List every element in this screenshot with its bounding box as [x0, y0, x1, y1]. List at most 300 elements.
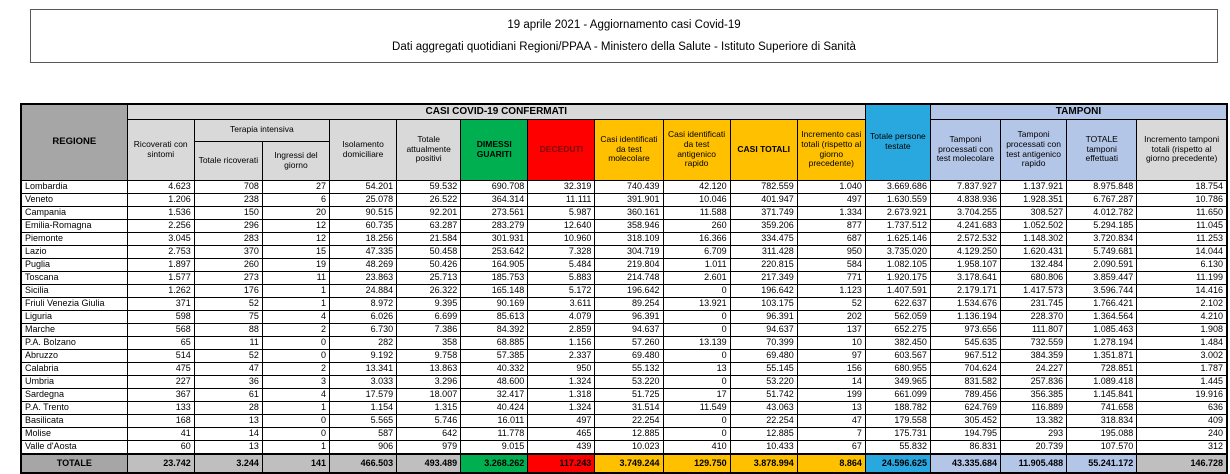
- table-row: [21, 440, 1227, 454]
- value-cell: 11.111: [528, 193, 595, 206]
- table-row: [21, 336, 1227, 349]
- value-cell: 11.778: [461, 427, 528, 440]
- col-header-persone-testate: Totale persone testate: [865, 104, 930, 180]
- value-cell: 36: [194, 375, 262, 388]
- value-cell: 497: [528, 414, 595, 427]
- value-cell: 311.428: [730, 245, 797, 258]
- value-cell: 90.169: [461, 297, 528, 310]
- value-cell: 0: [262, 336, 329, 349]
- table-row: [21, 180, 1227, 193]
- value-cell: 652.275: [865, 323, 930, 336]
- value-cell: 1.908: [1137, 323, 1227, 336]
- value-cell: 5.749.681: [1067, 245, 1137, 258]
- value-cell: 1.766.421: [1067, 297, 1137, 310]
- total-value-cell: 8.864: [797, 454, 865, 473]
- region-cell: Molise: [21, 427, 127, 440]
- value-cell: 20: [262, 206, 329, 219]
- region-cell: P.A. Trento: [21, 401, 127, 414]
- table-row: [21, 193, 1227, 206]
- value-cell: 1.089.418: [1067, 375, 1137, 388]
- value-cell: 950: [528, 362, 595, 375]
- value-cell: 75: [194, 310, 262, 323]
- value-cell: 10.046: [663, 193, 730, 206]
- value-cell: 13: [194, 440, 262, 454]
- value-cell: 9.395: [397, 297, 461, 310]
- value-cell: 55.132: [595, 362, 663, 375]
- value-cell: 52: [194, 297, 262, 310]
- value-cell: 680.806: [1001, 271, 1067, 284]
- value-cell: 6: [262, 193, 329, 206]
- value-cell: 69.480: [595, 349, 663, 362]
- value-cell: 1: [262, 401, 329, 414]
- value-cell: 359.206: [730, 219, 797, 232]
- value-cell: 1.787: [1137, 362, 1227, 375]
- region-cell: Puglia: [21, 258, 127, 271]
- value-cell: 5.484: [528, 258, 595, 271]
- value-cell: 1.315: [397, 401, 461, 414]
- value-cell: 3.296: [397, 375, 461, 388]
- value-cell: 194.795: [930, 427, 1000, 440]
- value-cell: 603.567: [865, 349, 930, 362]
- col-header-dimessi-guariti: DIMESSI GUARITI: [461, 119, 528, 180]
- value-cell: 1.136.194: [930, 310, 1000, 323]
- value-cell: 13.382: [1001, 414, 1067, 427]
- value-cell: 4.241.683: [930, 219, 1000, 232]
- col-header-incremento-tamponi: Incremento tamponi totali (rispetto al giorno precedente): [1137, 119, 1227, 180]
- col-header-terapia-intensiva: Terapia intensiva: [194, 119, 329, 141]
- value-cell: 217.349: [730, 271, 797, 284]
- value-cell: 185.753: [461, 271, 528, 284]
- banner-tamponi: TAMPONI: [930, 104, 1227, 119]
- value-cell: 15: [262, 245, 329, 258]
- value-cell: 1.536: [127, 206, 194, 219]
- value-cell: 168: [127, 414, 194, 427]
- value-cell: 10.960: [528, 232, 595, 245]
- value-cell: 475: [127, 362, 194, 375]
- value-cell: 22.254: [595, 414, 663, 427]
- value-cell: 409: [1137, 414, 1227, 427]
- value-cell: 1.206: [127, 193, 194, 206]
- value-cell: 732.559: [1001, 336, 1067, 349]
- value-cell: 27: [262, 180, 329, 193]
- value-cell: 0: [262, 349, 329, 362]
- value-cell: 305.452: [930, 414, 1000, 427]
- value-cell: 0: [663, 349, 730, 362]
- total-value-cell: 466.503: [330, 454, 397, 473]
- value-cell: 1.262: [127, 284, 194, 297]
- value-cell: 116.889: [1001, 401, 1067, 414]
- col-header-casi-molecolare: Casi identificati da test molecolare: [595, 119, 663, 180]
- value-cell: 370: [194, 245, 262, 258]
- value-cell: 301.931: [461, 232, 528, 245]
- value-cell: 219.804: [595, 258, 663, 271]
- value-cell: 238: [194, 193, 262, 206]
- value-cell: 979: [397, 440, 461, 454]
- value-cell: 50.426: [397, 258, 461, 271]
- value-cell: 282: [330, 336, 397, 349]
- value-cell: 364.314: [461, 193, 528, 206]
- total-value-cell: 43.335.684: [930, 454, 1000, 473]
- value-cell: 831.582: [930, 375, 1000, 388]
- value-cell: 728.851: [1067, 362, 1137, 375]
- value-cell: 6.699: [397, 310, 461, 323]
- value-cell: 1.011: [663, 258, 730, 271]
- value-cell: 3: [262, 375, 329, 388]
- value-cell: 111.807: [1001, 323, 1067, 336]
- value-cell: 2.102: [1137, 297, 1227, 310]
- value-cell: 9.758: [397, 349, 461, 362]
- value-cell: 4.623: [127, 180, 194, 193]
- value-cell: 1.417.573: [1001, 284, 1067, 297]
- value-cell: 22.254: [730, 414, 797, 427]
- total-value-cell: 3.244: [194, 454, 262, 473]
- value-cell: 179.558: [865, 414, 930, 427]
- col-header-totale-ricoverati: Totale ricoverati: [194, 141, 262, 180]
- value-cell: 188.782: [865, 401, 930, 414]
- value-cell: 48.600: [461, 375, 528, 388]
- value-cell: 19: [262, 258, 329, 271]
- value-cell: 1.052.502: [1001, 219, 1067, 232]
- table-row: [21, 284, 1227, 297]
- value-cell: 2.601: [663, 271, 730, 284]
- value-cell: 12: [262, 219, 329, 232]
- value-cell: 1.737.512: [865, 219, 930, 232]
- value-cell: 7: [797, 427, 865, 440]
- region-cell: Piemonte: [21, 232, 127, 245]
- total-value-cell: 117.243: [528, 454, 595, 473]
- value-cell: 562.059: [865, 310, 930, 323]
- value-cell: 227: [127, 375, 194, 388]
- table-row: [21, 349, 1227, 362]
- value-cell: 6.709: [663, 245, 730, 258]
- report-title-line1: 19 aprile 2021 - Aggiornamento casi Covid-19: [507, 19, 741, 32]
- value-cell: 384.359: [1001, 349, 1067, 362]
- value-cell: 47: [194, 362, 262, 375]
- table-row: [21, 206, 1227, 219]
- value-cell: 312: [1137, 440, 1227, 454]
- value-cell: 164.905: [461, 258, 528, 271]
- col-header-totale-tamponi: TOTALE tamponi effettuati: [1067, 119, 1137, 180]
- value-cell: 973.656: [930, 323, 1000, 336]
- value-cell: 3.704.255: [930, 206, 1000, 219]
- value-cell: 19.916: [1137, 388, 1227, 401]
- value-cell: 25.713: [397, 271, 461, 284]
- value-cell: 196.642: [730, 284, 797, 297]
- value-cell: 308.527: [1001, 206, 1067, 219]
- value-cell: 708: [194, 180, 262, 193]
- value-cell: 0: [663, 427, 730, 440]
- col-header-incremento-casi: Incremento casi totali (rispetto al giorno precedente): [797, 119, 865, 180]
- value-cell: 26.322: [397, 284, 461, 297]
- value-cell: 94.637: [730, 323, 797, 336]
- value-cell: 906: [330, 440, 397, 454]
- value-cell: 11.549: [663, 401, 730, 414]
- value-cell: 367: [127, 388, 194, 401]
- value-cell: 63.287: [397, 219, 461, 232]
- value-cell: 318.834: [1067, 414, 1137, 427]
- value-cell: 13: [797, 401, 865, 414]
- value-cell: 1.958.107: [930, 258, 1000, 271]
- value-cell: 60: [127, 440, 194, 454]
- value-cell: 2.859: [528, 323, 595, 336]
- value-cell: 32.319: [528, 180, 595, 193]
- value-cell: 1.082.105: [865, 258, 930, 271]
- value-cell: 1.145.841: [1067, 388, 1137, 401]
- value-cell: 6.767.287: [1067, 193, 1137, 206]
- value-cell: 1.154: [330, 401, 397, 414]
- value-cell: 18.754: [1137, 180, 1227, 193]
- value-cell: 401.947: [730, 193, 797, 206]
- value-cell: 96.391: [730, 310, 797, 323]
- value-cell: 60.735: [330, 219, 397, 232]
- value-cell: 132.484: [1001, 258, 1067, 271]
- value-cell: 32.417: [461, 388, 528, 401]
- value-cell: 17: [663, 388, 730, 401]
- value-cell: 70.399: [730, 336, 797, 349]
- value-cell: 5.565: [330, 414, 397, 427]
- table-row: [21, 388, 1227, 401]
- value-cell: 622.637: [865, 297, 930, 310]
- value-cell: 2.337: [528, 349, 595, 362]
- value-cell: 642: [397, 427, 461, 440]
- region-cell: Liguria: [21, 310, 127, 323]
- table-row: [21, 427, 1227, 440]
- table-row: [21, 414, 1227, 427]
- value-cell: 23.863: [330, 271, 397, 284]
- value-cell: 21.584: [397, 232, 461, 245]
- value-cell: 1.324: [528, 375, 595, 388]
- value-cell: 0: [262, 414, 329, 427]
- value-cell: 231.745: [1001, 297, 1067, 310]
- value-cell: 24.884: [330, 284, 397, 297]
- value-cell: 950: [797, 245, 865, 258]
- value-cell: 1.137.921: [1001, 180, 1067, 193]
- value-cell: 0: [663, 375, 730, 388]
- value-cell: 334.475: [730, 232, 797, 245]
- value-cell: 741.658: [1067, 401, 1137, 414]
- table-row: [21, 232, 1227, 245]
- value-cell: 1.085.463: [1067, 323, 1137, 336]
- value-cell: 47: [797, 414, 865, 427]
- total-value-cell: 23.742: [127, 454, 194, 473]
- value-cell: 439: [528, 440, 595, 454]
- value-cell: 53.220: [730, 375, 797, 388]
- total-value-cell: 3.749.244: [595, 454, 663, 473]
- value-cell: 31.514: [595, 401, 663, 414]
- region-cell: Toscana: [21, 271, 127, 284]
- value-cell: 40.424: [461, 401, 528, 414]
- value-cell: 10.023: [595, 440, 663, 454]
- value-cell: 687: [797, 232, 865, 245]
- value-cell: 5.294.185: [1067, 219, 1137, 232]
- value-cell: 43.063: [730, 401, 797, 414]
- table-row: [21, 401, 1227, 414]
- value-cell: 12.640: [528, 219, 595, 232]
- value-cell: 103.175: [730, 297, 797, 310]
- value-cell: 13: [194, 414, 262, 427]
- value-cell: 11.253: [1137, 232, 1227, 245]
- value-cell: 2.090.591: [1067, 258, 1137, 271]
- value-cell: 349.965: [865, 375, 930, 388]
- value-cell: 3.611: [528, 297, 595, 310]
- value-cell: 283.279: [461, 219, 528, 232]
- value-cell: 371.749: [730, 206, 797, 219]
- value-cell: 1.318: [528, 388, 595, 401]
- value-cell: 318.109: [595, 232, 663, 245]
- value-cell: 360.161: [595, 206, 663, 219]
- value-cell: 48.269: [330, 258, 397, 271]
- value-cell: 214.748: [595, 271, 663, 284]
- value-cell: 253.642: [461, 245, 528, 258]
- value-cell: 1.484: [1137, 336, 1227, 349]
- value-cell: 497: [797, 193, 865, 206]
- value-cell: 165.148: [461, 284, 528, 297]
- value-cell: 18.256: [330, 232, 397, 245]
- value-cell: 8.975.848: [1067, 180, 1137, 193]
- value-cell: 1.897: [127, 258, 194, 271]
- value-cell: 1.040: [797, 180, 865, 193]
- value-cell: 13.921: [663, 297, 730, 310]
- value-cell: 4: [262, 310, 329, 323]
- value-cell: 12.885: [730, 427, 797, 440]
- value-cell: 41: [127, 427, 194, 440]
- value-cell: 5.987: [528, 206, 595, 219]
- value-cell: 12: [262, 232, 329, 245]
- value-cell: 13.139: [663, 336, 730, 349]
- value-cell: 2.256: [127, 219, 194, 232]
- value-cell: 69.480: [730, 349, 797, 362]
- value-cell: 1.123: [797, 284, 865, 297]
- value-cell: 88: [194, 323, 262, 336]
- value-cell: 6.130: [1137, 258, 1227, 271]
- col-header-tamponi-molecolare: Tamponi processati con test molecolare: [930, 119, 1000, 180]
- value-cell: 52: [797, 297, 865, 310]
- value-cell: 584: [797, 258, 865, 271]
- value-cell: 61: [194, 388, 262, 401]
- value-cell: 2.572.532: [930, 232, 1000, 245]
- region-cell: Sicilia: [21, 284, 127, 297]
- value-cell: 1.148.302: [1001, 232, 1067, 245]
- value-cell: 967.512: [930, 349, 1000, 362]
- col-header-attualmente-positivi: Totale attualmente positivi: [397, 119, 461, 180]
- value-cell: 150: [194, 206, 262, 219]
- table-row: [21, 245, 1227, 258]
- value-cell: 228.370: [1001, 310, 1067, 323]
- value-cell: 196.642: [595, 284, 663, 297]
- value-cell: 260: [663, 219, 730, 232]
- value-cell: 782.559: [730, 180, 797, 193]
- value-cell: 47.335: [330, 245, 397, 258]
- value-cell: 273.561: [461, 206, 528, 219]
- value-cell: 789.456: [930, 388, 1000, 401]
- value-cell: 28: [194, 401, 262, 414]
- region-cell: Emilia-Romagna: [21, 219, 127, 232]
- value-cell: 740.439: [595, 180, 663, 193]
- total-value-cell: 11.905.488: [1001, 454, 1067, 473]
- region-cell: Valle d'Aosta: [21, 440, 127, 454]
- total-value-cell: 493.489: [397, 454, 461, 473]
- report-title-box: [30, 9, 1218, 63]
- total-value-cell: 146.728: [1137, 454, 1227, 473]
- value-cell: 10.433: [730, 440, 797, 454]
- value-cell: 257.836: [1001, 375, 1067, 388]
- value-cell: 55.145: [730, 362, 797, 375]
- value-cell: 3.720.834: [1067, 232, 1137, 245]
- value-cell: 1.630.559: [865, 193, 930, 206]
- value-cell: 11.199: [1137, 271, 1227, 284]
- value-cell: 1.278.194: [1067, 336, 1137, 349]
- value-cell: 391.901: [595, 193, 663, 206]
- col-header-tamponi-antigenico: Tamponi processati con test antigenico rapido: [1001, 119, 1067, 180]
- region-cell: Lombardia: [21, 180, 127, 193]
- table-row: [21, 219, 1227, 232]
- value-cell: 1: [262, 297, 329, 310]
- value-cell: 84.392: [461, 323, 528, 336]
- value-cell: 13.341: [330, 362, 397, 375]
- total-value-cell: 141: [262, 454, 329, 473]
- value-cell: 6.730: [330, 323, 397, 336]
- value-cell: 568: [127, 323, 194, 336]
- value-cell: 8.972: [330, 297, 397, 310]
- value-cell: 704.624: [930, 362, 1000, 375]
- value-cell: 371: [127, 297, 194, 310]
- value-cell: 94.637: [595, 323, 663, 336]
- value-cell: 4.129.250: [930, 245, 1000, 258]
- value-cell: 1.324: [528, 401, 595, 414]
- value-cell: 67: [797, 440, 865, 454]
- value-cell: 690.708: [461, 180, 528, 193]
- value-cell: 89.254: [595, 297, 663, 310]
- table-row: [21, 375, 1227, 388]
- col-header-casi-totali: CASI TOTALI: [730, 119, 797, 180]
- total-value-cell: 129.750: [663, 454, 730, 473]
- value-cell: 2: [262, 362, 329, 375]
- value-cell: 59.532: [397, 180, 461, 193]
- value-cell: 358.946: [595, 219, 663, 232]
- value-cell: 16.366: [663, 232, 730, 245]
- value-cell: 1.577: [127, 271, 194, 284]
- value-cell: 273: [194, 271, 262, 284]
- value-cell: 18.007: [397, 388, 461, 401]
- value-cell: 2.753: [127, 245, 194, 258]
- value-cell: 3.859.447: [1067, 271, 1137, 284]
- value-cell: 3.045: [127, 232, 194, 245]
- value-cell: 16.011: [461, 414, 528, 427]
- total-row: [21, 454, 1227, 473]
- value-cell: 1.156: [528, 336, 595, 349]
- value-cell: 25.078: [330, 193, 397, 206]
- value-cell: 293: [1001, 427, 1067, 440]
- value-cell: 598: [127, 310, 194, 323]
- value-cell: 11: [262, 271, 329, 284]
- region-cell: Lazio: [21, 245, 127, 258]
- value-cell: 545.635: [930, 336, 1000, 349]
- banner-casi-confermati: CASI COVID-19 CONFERMATI: [127, 104, 865, 119]
- value-cell: 65: [127, 336, 194, 349]
- value-cell: 587: [330, 427, 397, 440]
- value-cell: 107.570: [1067, 440, 1137, 454]
- value-cell: 1.445: [1137, 375, 1227, 388]
- table-row: [21, 258, 1227, 271]
- value-cell: 51.742: [730, 388, 797, 401]
- value-cell: 176: [194, 284, 262, 297]
- col-header-regione: REGIONE: [21, 104, 127, 180]
- table-row: [21, 323, 1227, 336]
- total-value-cell: 3.268.262: [461, 454, 528, 473]
- value-cell: 3.033: [330, 375, 397, 388]
- value-cell: 14: [194, 427, 262, 440]
- value-cell: 1.364.564: [1067, 310, 1137, 323]
